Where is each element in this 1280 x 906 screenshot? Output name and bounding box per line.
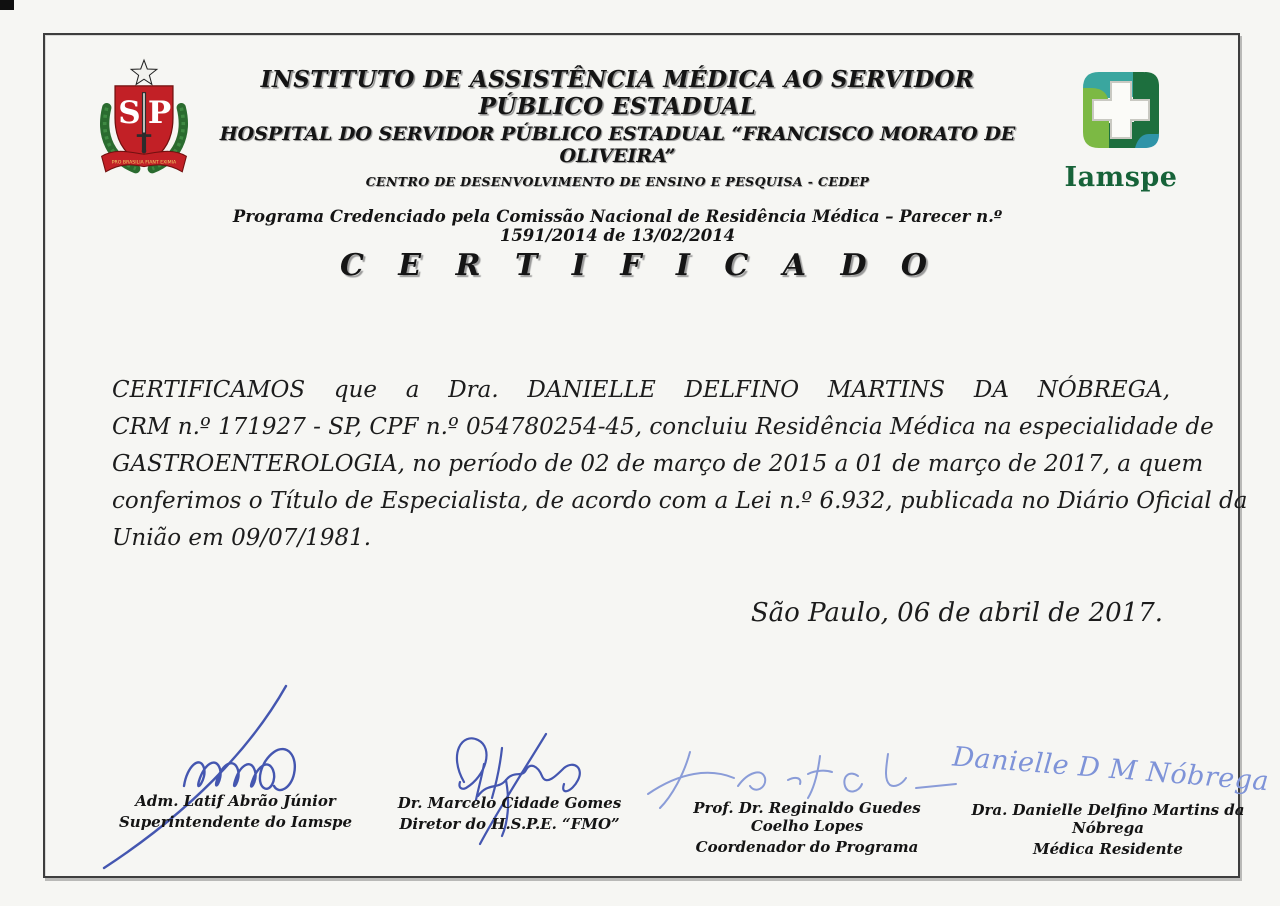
signature-block-resident — [958, 801, 1258, 858]
iamspe-logo — [1056, 66, 1186, 193]
shield-letter-s: S — [118, 95, 141, 132]
scan-corner-artifact — [0, 0, 14, 10]
body-line: GASTROENTEROLOGIA, no período de 02 de março de 2015 a 01 de março de 2017, a quem — [112, 451, 1204, 477]
signature-block-director — [392, 794, 627, 833]
signer-role: Superintendente do Iamspe — [118, 813, 353, 831]
shield-letter-p: P — [147, 95, 172, 132]
signer-role: Diretor do H.S.P.E. “FMO” — [399, 815, 620, 833]
signature-block-coordinator — [662, 799, 952, 856]
star-icon — [131, 60, 157, 84]
body-line: conferimos o Título de Especialista, de acordo com a Lei n.º 6.932, publicada no Diário Oficial da — [112, 488, 1248, 514]
body-line: CRM n.º 171927 - SP, CPF n.º 054780254-45, concluiu Residência Médica na especialidade de — [112, 414, 1214, 440]
motto-text: PRO BRASILIA FIANT EXIMIA — [111, 160, 177, 166]
hospital-name: HOSPITAL DO SERVIDOR PÚBLICO ESTADUAL “FRANCISCO MORATO DE OLIVEIRA” — [219, 123, 1016, 167]
body-line: União em 09/07/1981. — [112, 525, 372, 551]
date-line: São Paulo, 06 de abril de 2017. — [750, 598, 1163, 628]
certificate-body — [112, 372, 1248, 557]
signature-ink-resident: Danielle D M Nóbrega — [951, 741, 1271, 798]
certificate-title: C E R T I F I C A D O — [339, 248, 940, 283]
signer-name: Adm. Latif Abrão Júnior — [135, 792, 336, 810]
accreditation-line: Programa Credenciado pela Comissão Nacional de Residência Médica – Parecer n.º 1591/2014 de 13/02/2014 — [232, 207, 1003, 245]
signature-block-superintendent — [118, 792, 353, 831]
iamspe-wordmark: Iamspe — [1064, 162, 1178, 193]
signer-name: Dra. Danielle Delfino Martins da Nóbrega — [971, 801, 1245, 837]
header — [195, 66, 1040, 245]
sao-paulo-coat-of-arms-icon — [92, 58, 196, 178]
signer-name: Dr. Marcelo Cidade Gomes — [397, 794, 622, 812]
signer-name: Prof. Dr. Reginaldo Guedes Coelho Lopes — [693, 799, 921, 835]
iamspe-cross-icon — [1059, 66, 1183, 158]
signer-role: Coordenador do Programa — [695, 838, 919, 856]
signer-role: Médica Residente — [1033, 840, 1183, 858]
center-name: CENTRO DE DESENVOLVIMENTO DE ENSINO E PESQUISA - CEDEP — [365, 174, 870, 189]
body-line: CERTIFICAMOS que a Dra. DANIELLE DELFINO MARTINS DA NÓBREGA, — [112, 377, 1170, 403]
institute-name: INSTITUTO DE ASSISTÊNCIA MÉDICA AO SERVIDOR PÚBLICO ESTADUAL — [260, 66, 975, 120]
